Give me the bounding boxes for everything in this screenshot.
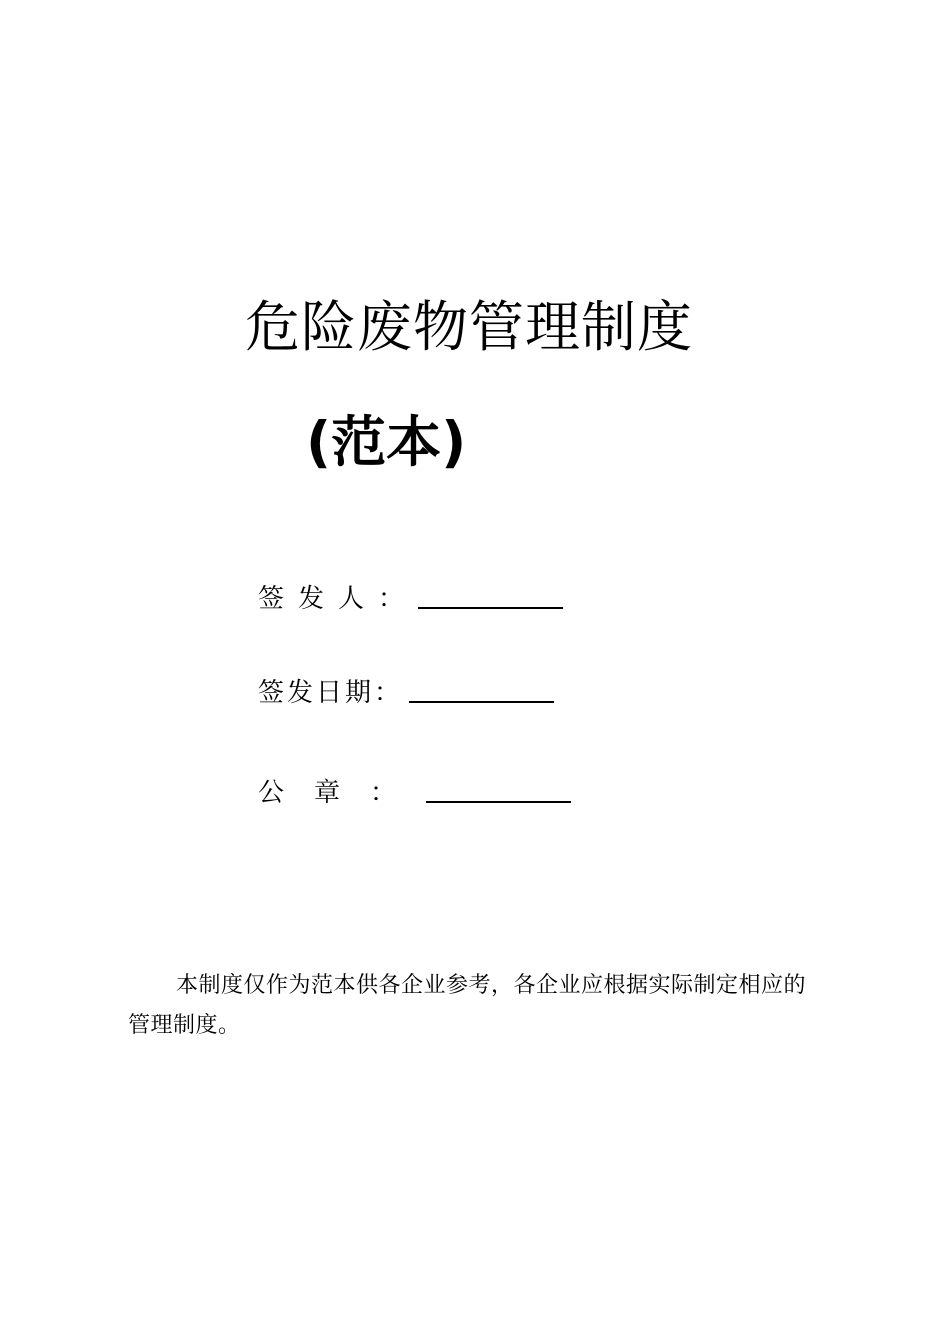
issue-date-field <box>258 669 554 709</box>
signer-label: 签发人： <box>258 584 419 614</box>
document-subtitle: (范本) <box>306 410 467 474</box>
seal-blank-line <box>426 801 571 803</box>
document-title: 危险废物管理制度 <box>245 295 694 359</box>
issue-date-blank-line <box>409 701 554 703</box>
seal-label: 公章： <box>258 778 427 808</box>
signer-blank-line <box>418 607 563 609</box>
issue-date-label: 签发日期： <box>258 678 404 708</box>
disclaimer-note: 本制度仅作为范本供各企业参考，各企业应根据实际制定相应的管理制度。 <box>128 973 807 1038</box>
seal-field <box>258 769 571 809</box>
signer-field <box>258 575 563 615</box>
